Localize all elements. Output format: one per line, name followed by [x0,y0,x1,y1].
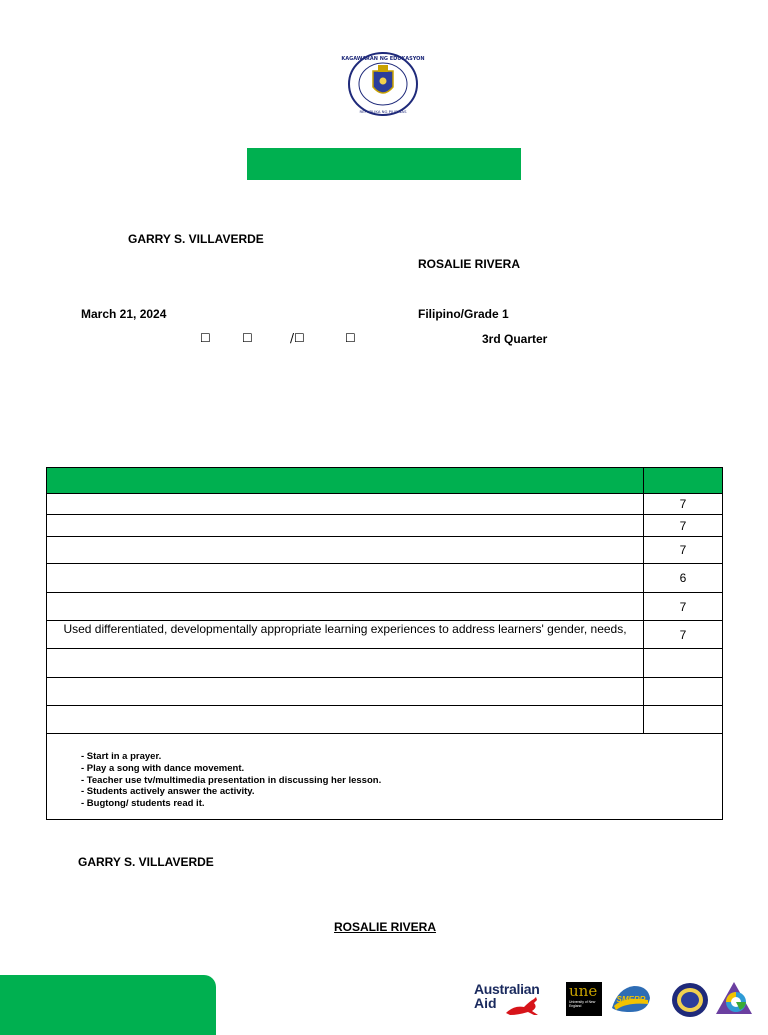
form-title-bar [247,148,521,180]
observation-table [46,467,723,820]
table-row [47,649,723,678]
table-row [47,621,723,649]
indicator-cell [47,706,644,734]
note-line: - Students actively answer the activity. [81,786,255,798]
table-header-row [47,468,723,494]
table-row [47,593,723,621]
observation-checkbox-3-checked[interactable]: /☐ [290,331,305,345]
indicator-cell [47,494,644,515]
table-row [47,678,723,706]
indicator-cell [47,564,644,593]
deped-seal-logo [341,51,425,117]
score-cell [644,649,723,678]
observer-signature-name: GARRY S. VILLAVERDE [78,855,214,869]
indicator-cell [47,649,644,678]
subject-grade: Filipino/Grade 1 [418,307,509,321]
table-row [47,564,723,593]
score-cell: 7 [644,515,723,537]
observation-checkbox-2[interactable]: ☐ [242,331,253,345]
table-row [47,537,723,564]
institution-seal-logo [670,982,710,1018]
score-cell: 6 [644,564,723,593]
une-logo-subtext: University of New England [569,1000,596,1008]
une-logo-text: une [569,982,598,1000]
kangaroo-icon [504,995,544,1017]
score-cell: 7 [644,494,723,515]
smerr-logo [610,982,652,1016]
circular-emblem-logo [714,980,754,1018]
teacher-signature-name: ROSALIE RIVERA [334,920,437,934]
smerr-logo-text: SMERR [616,995,646,1004]
seal-text-top: KAGAWARAN NG EDUKASYON [341,56,425,62]
observation-checkbox-4[interactable]: ☐ [345,331,356,345]
indicator-cell [47,515,644,537]
table-header-rating [644,468,723,494]
teacher-name: ROSALIE RIVERA [418,257,521,271]
score-cell [644,706,723,734]
aid-logo-line1: Australian [474,981,540,997]
observer-name: GARRY S. VILLAVERDE [128,232,264,246]
table-row [47,494,723,515]
une-logo [566,982,602,1016]
observation-checkbox-1[interactable]: ☐ [200,331,211,345]
indicator-cell [47,678,644,706]
indicator-cell: Used differentiated, developmentally appropriate learning experiences to address learners' gender, needs, [47,621,644,649]
score-cell: 7 [644,537,723,564]
note-line: - Teacher use tv/multimedia presentation in discussing her lesson. [81,774,382,786]
note-line: - Bugtong/ students read it. [81,798,205,810]
australian-aid-logo [474,983,550,1017]
note-line: - Start in a prayer. [81,751,162,762]
seal-text-bottom: REPUBLIKA NG PILIPINAS [359,109,407,114]
indicator-cell [47,537,644,564]
table-header-indicator [47,468,644,494]
score-cell: 7 [644,621,723,649]
note-line: - Play a song with dance movement. [81,762,245,774]
table-row [47,706,723,734]
observation-date: March 21, 2024 [81,307,167,321]
indicator-cell [47,593,644,621]
score-cell [644,678,723,706]
quarter-label: 3rd Quarter [482,332,548,346]
score-cell: 7 [644,593,723,621]
observation-notes [47,734,723,820]
aid-logo-line2: Aid [474,995,497,1011]
table-row [47,515,723,537]
footer-green-tab [0,975,216,1035]
notes-row [47,734,723,820]
